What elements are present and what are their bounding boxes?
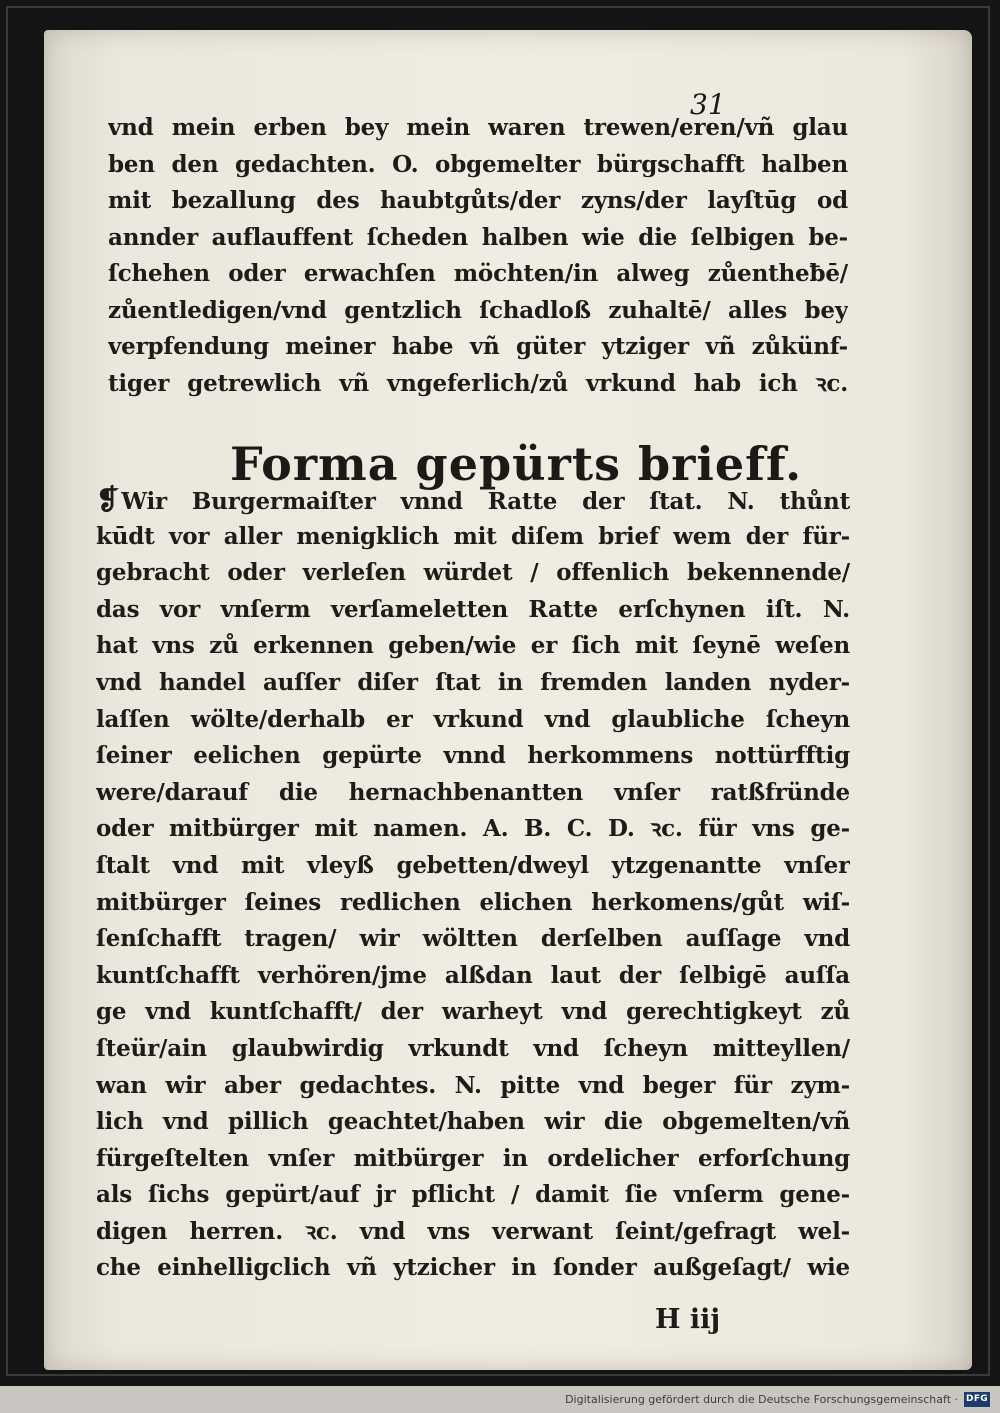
text-line: laſſen wölte/derhalb er vrkund vnd glaubliche ſcheyn: [96, 705, 850, 733]
text-line: ſenſchafft tragen/ wir wöltten derſelben auſſage vnd: [96, 925, 850, 953]
text-line: hat vns zů erkennen geben/wie er ſich mit ſeynē weſen: [96, 632, 850, 660]
text-line: ge vnd kuntſchafft/ der warheyt vnd gerechtigkeyt zů: [96, 998, 850, 1026]
text-line: ſeiner eelichen gepürte vnnd herkommens nottürfftig: [96, 742, 850, 770]
text-line: mitbürger ſeines redlichen elichen herkomens/gůt wiſ-: [96, 888, 850, 916]
body-text-block: [96, 482, 850, 1287]
text-line: fürgeſtelten vnſer mitbürger in ordelicher erforſchung: [96, 1144, 850, 1172]
text-line: annder auflauffent ſcheden halben wie die ſelbigen be-: [108, 223, 848, 251]
text-line: ſtalt vnd mit vleyß gebetten/dweyl ytzgenantte vnſer: [96, 851, 850, 879]
text-line: ſteür/ain glaubwirdig vrkundt vnd ſcheyn mitteyllen/: [96, 1034, 850, 1062]
text-line: ſchehen oder erwachſen möchten/in alweg zůentheƀē/: [108, 260, 848, 287]
text-line: tiger getrewlich vñ vngeferlich/zů vrkund hab ich ꝛc.: [108, 369, 848, 397]
signature-mark: H iij: [655, 1304, 721, 1335]
text-line: als ſichs gepürt/auf jr pflicht / damit ſie vnſerm gene-: [96, 1181, 850, 1209]
text-line: mit bezallung des haubtgůts/der zyns/der layſtūg od: [108, 187, 848, 214]
pilcrow-icon: ❡: [96, 483, 120, 516]
text-line: das vor vnſerm verſameletten Ratte erſchynen iſt. N.: [96, 595, 850, 623]
dfg-logo-icon: DFG: [964, 1392, 990, 1407]
text-line: vnd mein erben bey mein waren trewen/eren/vñ glau: [108, 114, 848, 141]
footer-credit: Digitalisierung gefördert durch die Deutsche Forschungsgemeinschaft ·: [565, 1393, 958, 1406]
page-number: 31: [690, 88, 726, 121]
text-line: zůentledigen/vnd gentzlich ſchadloß zuhaltē/ alles bey: [108, 296, 848, 324]
text-line-content: Wir Burgermaiſter vnnd Ratte der ſtat. N. thůnt: [121, 488, 850, 515]
text-line: were/darauf die hernachbenantten vnſer ratßfründe: [96, 778, 850, 806]
upper-text-block: [108, 110, 848, 402]
text-line: oder mitbürger mit namen. A. B. C. D. ꝛc. für vns ge-: [96, 815, 850, 843]
text-line: wan wir aber gedachtes. N. pitte vnd beger für zym-: [96, 1071, 850, 1099]
text-line: ben den gedachten. O. obgemelter bürgschafft halben: [108, 150, 848, 178]
section-heading: Forma gepürts brieff.: [230, 437, 803, 491]
text-line: che einhelligclich vñ ytzicher in ſonder außgeſagt/ wie: [96, 1254, 850, 1282]
text-line: lich vnd pillich geachtet/haben wir die obgemelten/vñ: [96, 1108, 850, 1136]
text-line: verpfendung meiner habe vñ güter ytziger vñ zůkünf-: [108, 333, 848, 360]
text-line: kuntſchafft verhören/jme alßdan laut der ſelbigē auſſa: [96, 961, 850, 989]
text-line: digen herren. ꝛc. vnd vns verwant ſeint/gefragt wel-: [96, 1217, 850, 1245]
text-line: gebracht oder verleſen würdet / offenlich bekennende/: [96, 559, 850, 587]
text-line: kūdt vor aller menigklich mit diſem brief wem der für-: [96, 522, 850, 550]
text-line: vnd handel auſſer diſer ſtat in fremden landen nyder-: [96, 668, 850, 696]
text-line-first: [96, 482, 850, 519]
